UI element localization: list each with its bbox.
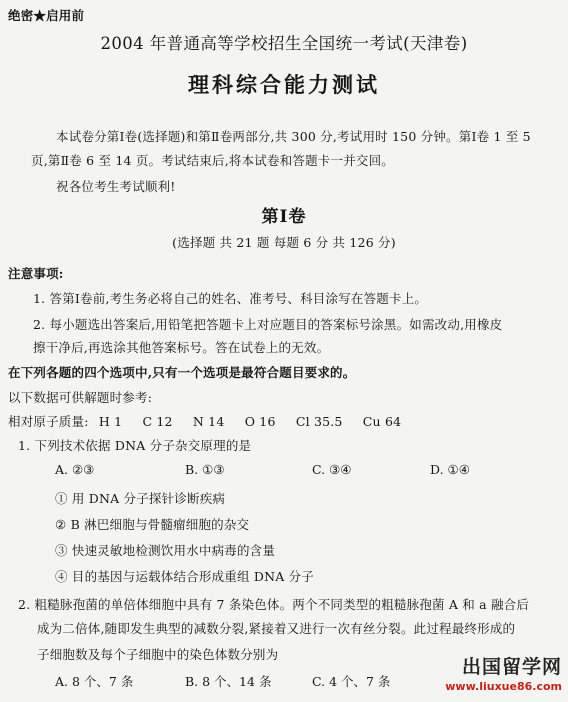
good-luck-text: 祝各位考生考试顺利!	[56, 179, 176, 194]
atom-c: C 12	[142, 414, 173, 429]
q1-option-b: B. ①③	[185, 462, 225, 477]
q1-item-2: ② B 淋巴细胞与骨髓瘤细胞的杂交	[55, 517, 250, 532]
question-1-stem: 1. 下列技术依据 DNA 分子杂交原理的是	[18, 438, 252, 453]
atom-cu: Cu 64	[362, 414, 402, 429]
watermark-url: www.liuxue86.com	[445, 680, 562, 693]
q1-option-a: A. ②③	[55, 462, 95, 477]
atomic-mass-row	[8, 412, 417, 430]
q1-option-c: C. ③④	[312, 462, 352, 477]
note-item-1: 1. 答第Ⅰ卷前,考生务必将自己的姓名、准考号、科目涂写在答题卡上。	[33, 291, 428, 306]
reference-intro: 以下数据可供解题时参考:	[8, 390, 153, 405]
section-title: 第Ⅰ卷	[261, 207, 307, 227]
watermark-name: 出国留学网	[461, 656, 562, 678]
q2-option-b: B. 8 个、14 条	[185, 674, 272, 689]
notes-heading: 注意事项:	[8, 266, 64, 281]
q2-option-a: A. 8 个、7 条	[55, 674, 134, 689]
question-2-line-3: 子细胞数及每个子细胞中的染色体数分别为	[37, 647, 279, 662]
intro-line-2: 页,第Ⅱ卷 6 至 14 页。考试结束后,将本试卷和答题卡一并交回。	[31, 153, 394, 168]
atom-o: O 16	[244, 414, 276, 429]
question-2-line-1: 2. 粗糙脉孢菌的单倍体细胞中具有 7 条染色体。两个不同类型的粗糙脉孢菌 A 和 a 融合后	[18, 597, 530, 612]
question-2-line-2: 成为二倍体,随即发生典型的减数分裂,紧接着又进行一次有丝分裂。此过程最终形成的	[37, 621, 516, 636]
site-watermark	[412, 652, 562, 698]
q1-item-1: ① 用 DNA 分子探针诊断疾病	[55, 491, 226, 506]
q1-item-4: ④ 目的基因与运载体结合形成重组 DNA 分子	[55, 569, 315, 584]
atom-n: N 14	[192, 414, 225, 429]
confidential-label: 绝密★启用前	[8, 8, 85, 23]
atom-cl: Cl 35.5	[295, 414, 343, 429]
note-item-2-line-1: 2. 每小题选出答案后,用铅笔把答题卡上对应题目的答案标号涂黑。如需改动,用橡皮	[33, 317, 503, 332]
atom-h: H 1	[98, 414, 123, 429]
atomic-mass-label: 相对原子质量:	[8, 414, 89, 429]
instruction-text: 在下列各题的四个选项中,只有一个选项是最符合题目要求的。	[8, 365, 356, 380]
q1-option-d: D. ①④	[430, 462, 470, 477]
exam-title: 2004 年普通高等学校招生全国统一考试(天津卷)	[100, 34, 468, 53]
q1-item-3: ③ 快速灵敏地检测饮用水中病毒的含量	[55, 543, 276, 558]
intro-line-1: 本试卷分第Ⅰ卷(选择题)和第Ⅱ卷两部分,共 300 分,考试用时 150 分钟。第Ⅰ卷 1 至 5	[56, 129, 531, 144]
note-item-2-line-2: 擦干净后,再选涂其他答案标号。答在试卷上的无效。	[33, 340, 330, 355]
q2-option-c: C. 4 个、7 条	[312, 674, 391, 689]
section-subtitle: (选择题 共 21 题 每题 6 分 共 126 分)	[172, 235, 396, 250]
subject-title: 理科综合能力测试	[188, 72, 380, 97]
